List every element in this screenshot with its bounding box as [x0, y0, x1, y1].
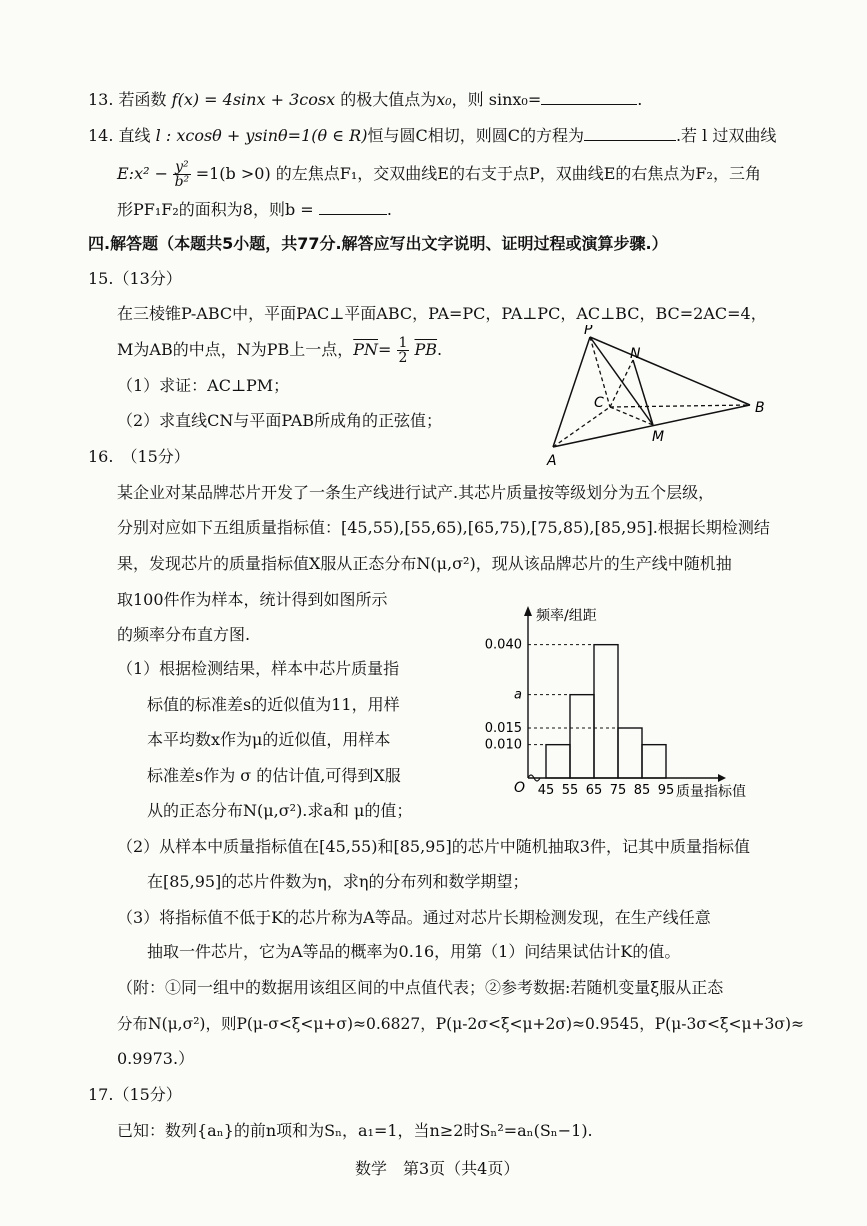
label-a: A — [547, 453, 557, 469]
q16-s1-1: （1）根据检测结果，样本中芯片质量指 — [117, 659, 400, 678]
q17-header: 17.（15分） — [88, 1085, 182, 1104]
histogram-bar — [642, 745, 666, 778]
q14-frac-den: b² — [174, 174, 190, 190]
q13-end: . — [637, 90, 643, 109]
y-axis-label: 频率/组距 — [536, 608, 597, 624]
q16-note2: 分布N(μ,σ²)，则P(μ-σ<ξ<μ+σ)≈0.6827，P(μ-2σ<ξ<μ+2σ)≈0.9545，P(μ-3σ<ξ<μ+3σ)≈ — [117, 1015, 805, 1033]
y-tick-label: a — [514, 687, 522, 703]
q14-fraction — [173, 160, 191, 189]
q16-s2-2: 在[85,95]的芯片件数为η，求η的分布列和数学期望； — [147, 872, 529, 891]
edge-cb — [610, 405, 750, 407]
tetrahedron-figure — [535, 325, 775, 470]
y-tick-label: 0.040 — [484, 637, 522, 653]
y-axis-arrow — [524, 606, 532, 616]
q15-line2 — [117, 336, 442, 365]
q16-p2: 分别对应如下五组质量指标值：[45,55),[55,65),[65,75),[75,85),[85,95].根据长期检测结 — [117, 518, 770, 537]
x-tick-label: 65 — [585, 783, 603, 798]
edge-nm — [633, 360, 653, 425]
q16-s1-4: 标准差s作为 σ 的估计值,可得到X服 — [147, 766, 401, 785]
q13-number: 13. — [88, 90, 114, 109]
q14-b-blank[interactable] — [319, 200, 387, 215]
label-m: M — [652, 429, 665, 445]
section-4-heading: 四.解答题（本题共5小题，共77分.解答应写出文字说明、证明过程或演算步骤.） — [88, 234, 668, 253]
q16-s1-5: 从的正态分布N(μ,σ²).求a和 μ的值； — [147, 801, 413, 820]
q15-sub1: （1）求证：AC⊥PM； — [117, 376, 290, 395]
q14-line2 — [117, 160, 761, 189]
q16-p4: 取100件作为样本，统计得到如图所示 — [117, 590, 388, 609]
q16-p5: 的频率分布直方图. — [117, 625, 251, 644]
q15-eq: = — [378, 340, 392, 359]
q14-text-c: .若 l 过双曲线 — [675, 126, 777, 145]
edge-cn — [610, 360, 633, 407]
q13-eq: = — [527, 90, 542, 109]
q14-line-eq: l : xcosθ + ysinθ=1(θ ∈ R) — [155, 126, 368, 145]
q13-text-a: 若函数 — [118, 90, 167, 109]
x-axis-label: 质量指标值 — [676, 784, 746, 800]
q15-line2-end: . — [437, 340, 443, 359]
q13-text-c: ，则 — [451, 90, 484, 109]
q15-header: 15.（13分） — [88, 269, 182, 288]
q17-line1: 已知：数列{aₙ}的前n项和为Sₙ，a₁=1，当n≥2时Sₙ²=aₙ(Sₙ−1). — [117, 1121, 593, 1140]
q16-s1-2: 标值的标准差s的近似值为11，用样 — [147, 695, 400, 714]
q15-half-num: 1 — [398, 335, 408, 351]
q14-frac-num: y² — [175, 159, 189, 175]
frequency-histogram — [480, 600, 770, 805]
q13-line — [88, 89, 642, 111]
q14-text-a: 直线 — [118, 126, 151, 145]
x-tick-label: 45 — [537, 783, 555, 798]
q13-text-b: 的极大值点为 — [340, 90, 437, 109]
q14-line3-end: . — [386, 200, 392, 219]
q15-sub2: （2）求直线CN与平面PAB所成角的正弦值； — [117, 411, 443, 430]
y-tick-label: 0.010 — [484, 737, 522, 753]
q14-line1 — [88, 125, 776, 147]
histogram-bar — [618, 728, 642, 778]
y-tick-label: 0.015 — [484, 721, 522, 736]
q14-circle-blank[interactable] — [584, 126, 676, 141]
q15-vector-pn: $\overline{PN}$ — [353, 340, 378, 359]
q14-line3-text: 形PF₁F₂的面积为8，则b = — [117, 200, 314, 219]
q16-p1: 某企业对某品牌芯片开发了一条生产线进行试产.其芯片质量按等级划分为五个层级， — [117, 483, 715, 502]
x-tick-label: 55 — [561, 783, 579, 798]
q14-hyperbola-lhs: E:x² − — [117, 164, 168, 183]
q14-text-b: 恒与圆C相切，则圆C的方程为 — [367, 126, 584, 145]
x-tick-label: 95 — [657, 783, 675, 798]
q16-s3-1: （3）将指标值不低于K的芯片称为A等品。通过对芯片长期检测发现，在生产线任意 — [117, 908, 711, 927]
q15-line1: 在三棱锥P-ABC中，平面PAC⊥平面ABC，PA=PC，PA⊥PC，AC⊥BC，BC=2AC=4， — [117, 304, 767, 323]
histogram-bar — [594, 645, 618, 778]
label-b: B — [755, 400, 765, 416]
q15-half — [397, 336, 410, 365]
q15-half-den: 2 — [398, 350, 408, 366]
edge-pa — [553, 337, 590, 447]
page-footer: 数学 第3页（共4页） — [355, 1159, 520, 1178]
q16-p3: 果，发现芯片的质量指标值X服从正态分布N(μ,σ²)，现从该品牌芯片的生产线中随机抽 — [117, 554, 732, 573]
q16-note3: 0.9973.） — [117, 1049, 195, 1068]
x-tick-label: 75 — [609, 783, 627, 798]
histogram-bar — [570, 695, 594, 778]
q15-vector-pb: $\overline{PB}$ — [414, 340, 438, 359]
x-tick-label: 85 — [633, 783, 651, 798]
label-p: P — [584, 325, 593, 338]
q15-line2-text: M为AB的中点，N为PB上一点， — [117, 340, 354, 359]
origin-label: O — [514, 780, 526, 796]
q16-s1-3: 本平均数x作为μ的近似值，用样本 — [147, 730, 391, 749]
q14-line2-rest: =1(b >0) 的左焦点F₁，交双曲线E的右支于点P，双曲线E的右焦点为F₂，三角 — [195, 164, 761, 183]
q13-function: f(x) = 4sinx + 3cosx — [171, 90, 336, 109]
q14-number: 14. — [88, 126, 114, 145]
q16-note1: （附：①同一组中的数据用该组区间的中点值代表；②参考数据:若随机变量ξ服从正态 — [117, 978, 724, 997]
histogram-bar — [546, 745, 570, 778]
q13-sinx0: sinx₀ — [488, 90, 528, 109]
q16-s2-1: （2）从样本中质量指标值在[45,55)和[85,95]的芯片中随机抽取3件，记其中质量指标值 — [117, 837, 750, 856]
x-axis-arrow — [718, 774, 726, 782]
label-c: C — [594, 395, 604, 411]
q16-header: 16. （15分） — [88, 447, 190, 466]
label-n: N — [630, 346, 641, 362]
q16-s3-2: 抽取一件芯片，它为A等品的概率为0.16，用第（1）问结果试估计K的值。 — [147, 942, 681, 961]
q14-line3 — [117, 199, 392, 221]
q13-answer-blank[interactable] — [541, 90, 637, 105]
q13-x0: x₀ — [436, 90, 452, 109]
